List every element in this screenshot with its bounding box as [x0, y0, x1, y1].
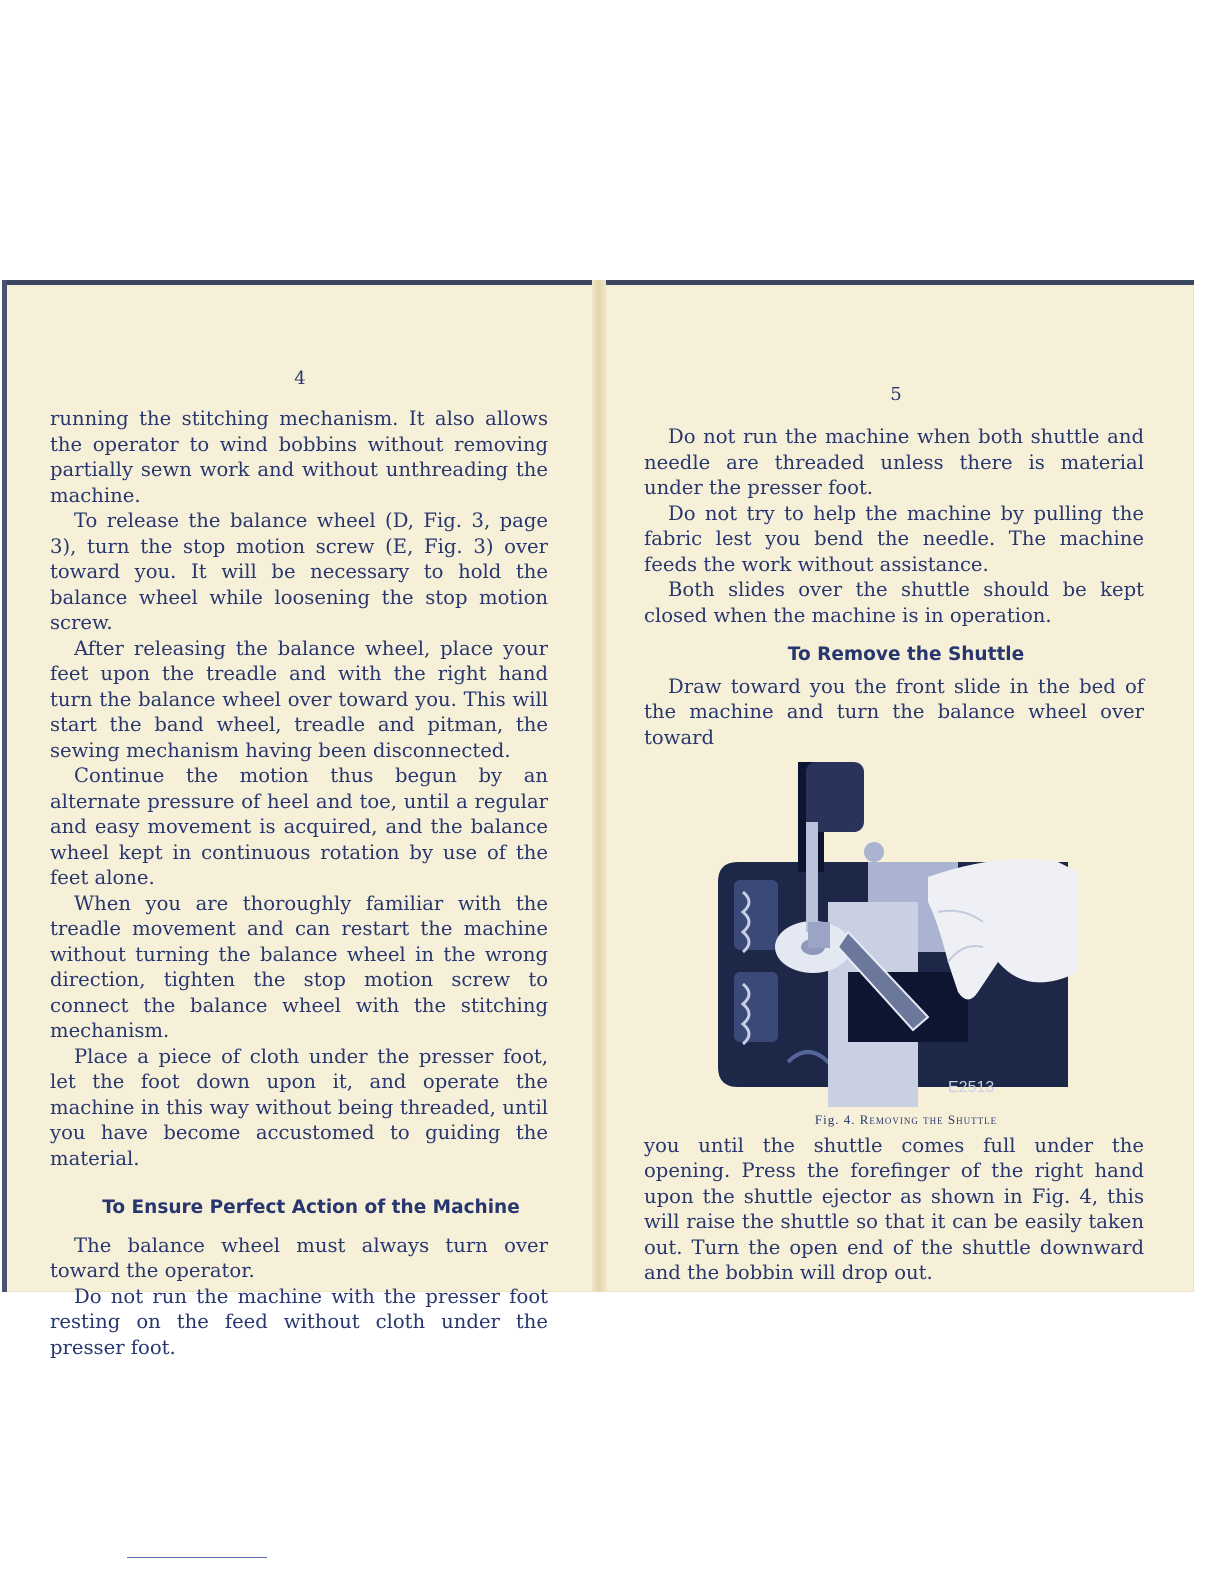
- paragraph: Do not run the machine when both shuttle and needle are threaded unless there is material under the presser foot.: [644, 425, 1144, 499]
- section-heading: To Remove the Shuttle: [787, 644, 1025, 665]
- left-page: [2, 280, 596, 1359]
- right-page: [606, 280, 1194, 1292]
- paragraph: running the stitching mechanism. It also allows the operator to wind bobbins without removing partially sewn work and without unthreading the machine.: [50, 407, 548, 507]
- paragraph: The balance wheel must always turn over toward the operator.: [50, 1233, 548, 1282]
- paragraph: After releasing the balance wheel, place your feet upon the treadle and with the right hand turn the balance wheel over toward you. This will start the band wheel, treadle and pitman, the sewing mechanism having been disconnected.: [50, 636, 548, 762]
- plate-number: E2513: [948, 1079, 995, 1096]
- paragraph: you until the shuttle comes full under the opening. Press the forefinger of the right hand upon the shuttle ejector as shown in Fig. 4, this will raise the shuttle so that it can be easily taken out. Turn the open end of the shuttle downward and the bobbin will drop out.: [644, 1133, 1144, 1284]
- paragraph: Draw toward you the front slide in the bed of the machine and turn the balance wheel over toward: [644, 674, 1144, 749]
- left-page-text: [50, 406, 548, 1360]
- paragraph: Continue the motion thus begun by an alternate pressure of heel and toe, until a regular and easy movement is acquired, and the balance wheel kept in continuous rotation by use of the feet alone.: [50, 764, 548, 889]
- section-heading: To Ensure Perfect Action of the Machine: [102, 1197, 520, 1218]
- paragraph: Place a piece of cloth under the presser foot, let the foot down upon it, and operate the machine in this way without being threaded, until you have become accustomed to guiding the material.: [50, 1044, 548, 1170]
- page-number: 5: [890, 384, 902, 405]
- paragraph: Do not try to help the machine by pulling the fabric lest you bend the needle. The machine feeds the work without assistance.: [644, 501, 1144, 576]
- page-number: 4: [294, 368, 306, 389]
- figure-label: Fig. 4.: [814, 1112, 856, 1127]
- paragraph: Both slides over the shuttle should be kept closed when the machine is in operation.: [644, 578, 1144, 627]
- book-spread: [2, 280, 1194, 1359]
- horizontal-rule: [127, 1557, 267, 1558]
- right-page-text: [644, 424, 1144, 1286]
- paragraph: When you are thoroughly familiar with the treadle movement and can restart the machine without turning the balance wheel in the wrong direction, tighten the stop motion screw to connect the balance wheel with the stitching mechanism.: [50, 891, 548, 1042]
- sewing-machine-illustration: [698, 762, 1078, 1107]
- figure-title: Removing the Shuttle: [859, 1112, 998, 1127]
- figure-caption: [644, 1107, 1144, 1133]
- paragraph: Do not run the machine with the presser foot resting on the feed without cloth under the presser foot.: [50, 1284, 548, 1359]
- shuttle-removal-photo: [698, 762, 1078, 1107]
- paragraph: To release the balance wheel (D, Fig. 3, page 3), turn the stop motion screw (E, Fig. 3) over toward you. It will be necessary to hold the balance wheel while loosening the stop motion screw.: [50, 509, 548, 634]
